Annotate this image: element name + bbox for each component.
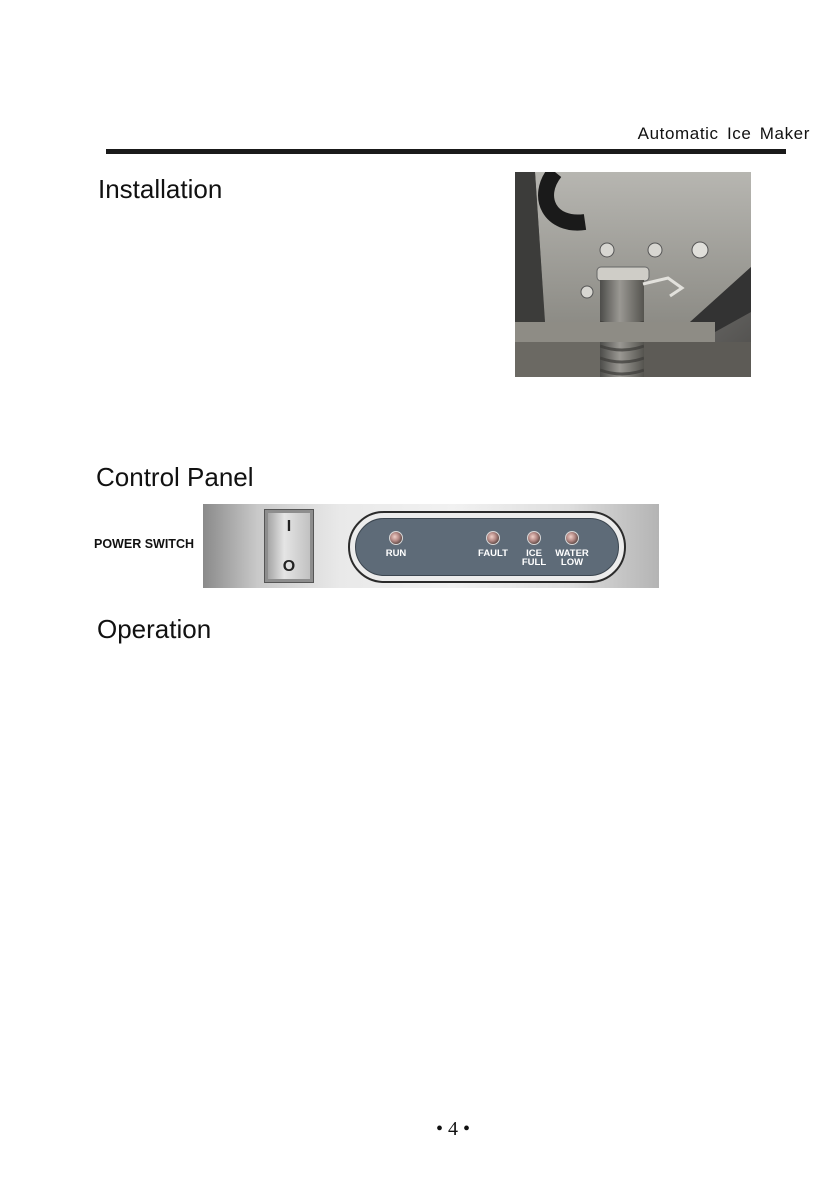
water-low-label-line-2: LOW: [560, 557, 584, 568]
run-indicator-label: RUN: [385, 548, 407, 559]
water-low-label-line-1: WATER: [555, 548, 589, 559]
power-switch-off-mark: O: [282, 558, 296, 575]
fault-indicator-light: [486, 531, 500, 545]
power-switch-label: POWER SWITCH: [94, 537, 194, 551]
page-number: • 4 •: [435, 1118, 470, 1140]
indicator-panel: [348, 511, 626, 583]
drain-hose-photo: [515, 172, 751, 377]
operation-heading: Operation: [97, 614, 212, 644]
power-switch-on-mark: I: [286, 518, 292, 535]
control-panel-diagram: [203, 504, 659, 588]
document-header-title: Automatic Ice Maker: [637, 124, 810, 143]
drain-hose-photo-image: [515, 172, 751, 377]
water-low-indicator-label: [552, 549, 592, 567]
control-panel-heading: Control Panel: [96, 462, 254, 492]
indicator-panel-face: [355, 518, 619, 576]
ice-full-label-line-1: ICE: [526, 548, 542, 559]
ice-full-label-line-2: FULL: [521, 557, 547, 568]
water-low-indicator-light: [565, 531, 579, 545]
power-switch[interactable]: [264, 509, 314, 583]
ice-full-indicator-light: [527, 531, 541, 545]
run-indicator-light: [389, 531, 403, 545]
ice-full-indicator-label: [514, 549, 554, 567]
header-rule: [106, 149, 786, 154]
installation-heading: Installation: [98, 174, 223, 204]
fault-indicator-label: FAULT: [478, 548, 508, 559]
